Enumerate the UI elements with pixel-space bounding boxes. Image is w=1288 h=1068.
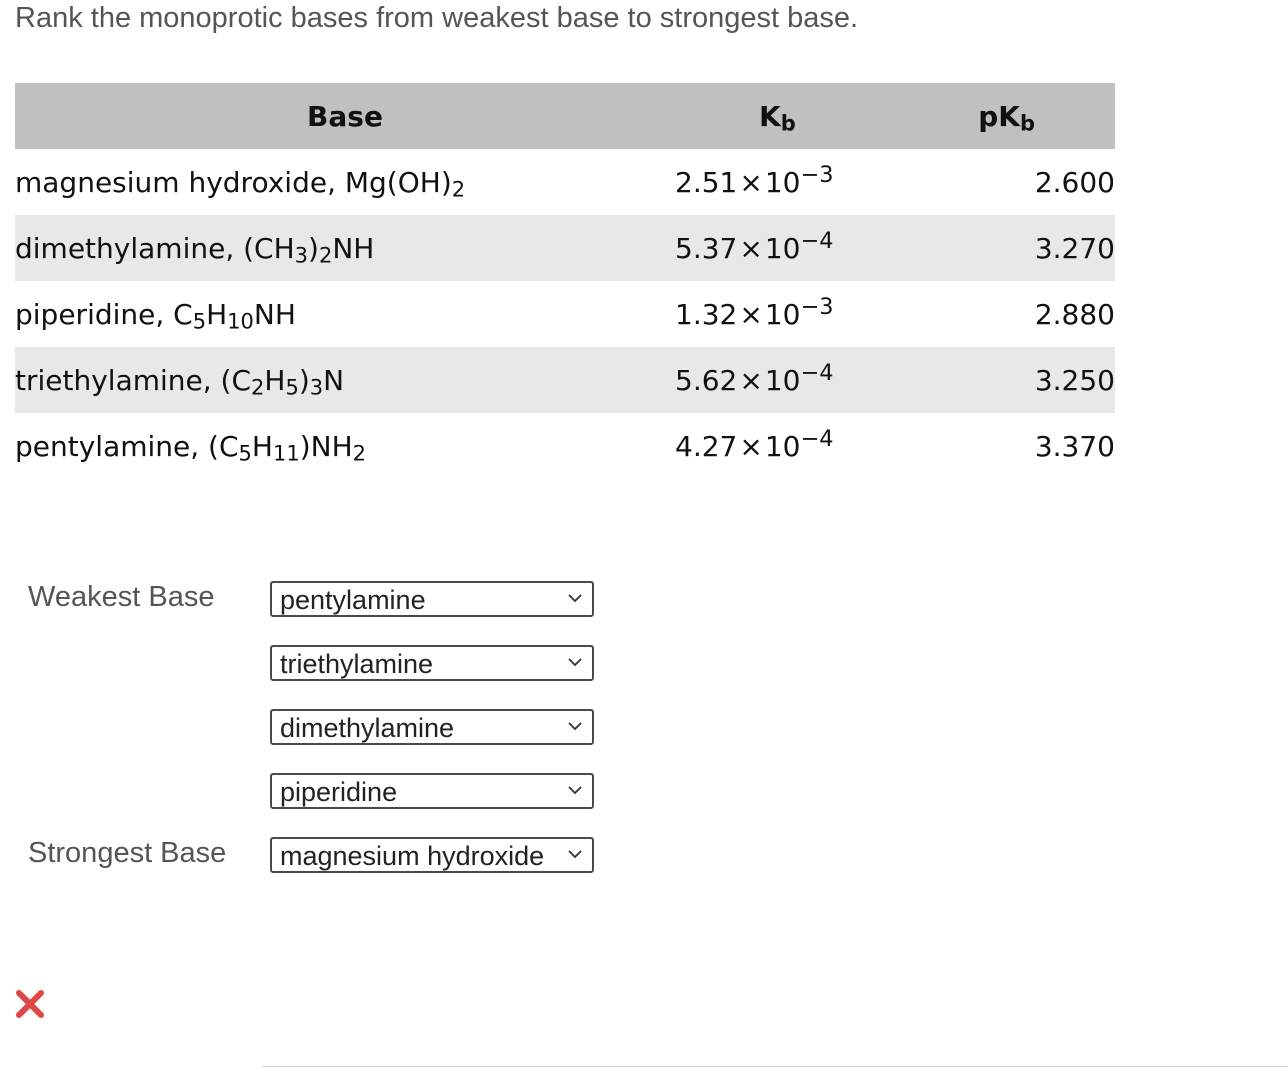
- rank-select-value: dimethylamine: [280, 713, 455, 743]
- base-name: pentylamine, $(C_5H_{11})NH_2$: [15, 429, 367, 466]
- header-kb-sub: b: [780, 111, 796, 136]
- rank-select-value: magnesium hydroxide: [280, 841, 545, 871]
- kb-value: $1.32\times 10^{-3}$: [675, 293, 834, 331]
- header-base: Base: [307, 99, 383, 133]
- table-row: [15, 347, 1115, 413]
- chevron-down-icon: [568, 591, 582, 605]
- pkb-value: 3.370: [1034, 429, 1115, 463]
- question-prompt: Rank the monoprotic bases from weakest base to strongest base.: [15, 2, 859, 34]
- pkb-value: 2.600: [1034, 165, 1115, 199]
- rank-select-3[interactable]: [270, 709, 594, 745]
- rank-select-1[interactable]: [270, 581, 594, 617]
- chevron-down-icon: [568, 655, 582, 669]
- base-name: triethylamine, $(C_2H_5)_3N$: [15, 363, 345, 400]
- kb-value: $4.27\times 10^{-4}$: [675, 425, 834, 463]
- rank-select-value: triethylamine: [280, 649, 434, 679]
- table-header-row: [15, 83, 1115, 149]
- kb-value: $5.37\times 10^{-4}$: [675, 227, 834, 265]
- pkb-value: 2.880: [1034, 297, 1115, 331]
- rank-select-4[interactable]: [270, 773, 594, 809]
- pkb-value: 3.250: [1034, 363, 1115, 397]
- weakest-base-label: Weakest Base: [28, 581, 215, 613]
- pkb-value: 3.270: [1034, 231, 1115, 265]
- base-name: magnesium hydroxide, $Mg(OH)_2$: [15, 165, 466, 202]
- bases-table: [15, 83, 1115, 479]
- header-pkb: [905, 83, 1115, 149]
- table-row: [15, 215, 1115, 281]
- rank-select-5[interactable]: [270, 837, 594, 873]
- header-pkb-main: pK: [978, 99, 1020, 133]
- header-pkb-sub: b: [1019, 111, 1035, 136]
- table-row: [15, 149, 1115, 215]
- strongest-base-label: Strongest Base: [28, 837, 227, 869]
- chevron-down-icon: [568, 847, 582, 861]
- bottom-divider: [262, 1066, 1288, 1067]
- kb-value: $2.51\times 10^{-3}$: [675, 161, 834, 199]
- rank-select-2[interactable]: [270, 645, 594, 681]
- chevron-down-icon: [568, 783, 582, 797]
- base-name: dimethylamine, $(CH_3)_2NH$: [15, 231, 375, 268]
- table-row: [15, 281, 1115, 347]
- incorrect-x-icon: [14, 988, 46, 1020]
- rank-select-value: pentylamine: [280, 585, 426, 615]
- rank-select-value: piperidine: [280, 777, 398, 807]
- table-row: [15, 413, 1115, 479]
- kb-value: $5.62\times 10^{-4}$: [675, 359, 834, 397]
- base-name: piperidine, $C_5H_{10}NH$: [15, 297, 296, 334]
- header-kb: [675, 83, 905, 149]
- chevron-down-icon: [568, 719, 582, 733]
- header-kb-main: K: [759, 99, 781, 133]
